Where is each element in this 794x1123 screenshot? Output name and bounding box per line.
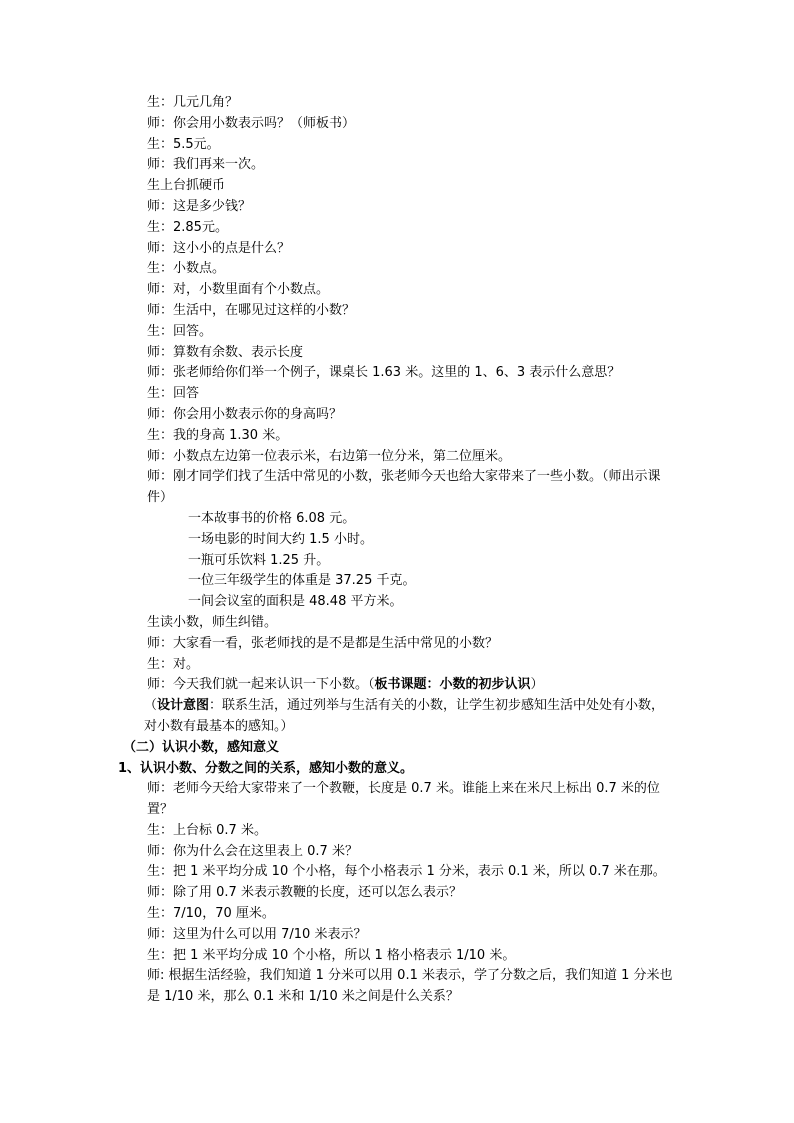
text-line: 师：大家看一看，张老师找的是不是都是生活中常见的小数？ bbox=[147, 635, 499, 651]
text-line: 生：小数点。 bbox=[147, 261, 226, 277]
text-line: 生读小数，师生纠错。 bbox=[147, 614, 278, 630]
text-line: 师：张老师给你们举一个例子，课桌长 1.63 米。这里的 1、6、3 表示什么意思？ bbox=[147, 365, 621, 381]
text-paragraph: 师：老师今天给大家带来了一个教鞭，长度是 0.7 米。谁能上来在米尺上标出 0.7 米的位置？ bbox=[147, 781, 660, 818]
example-line: 一位三年级学生的体重是 37.25 千克。 bbox=[188, 573, 416, 589]
text-span: ） bbox=[530, 677, 544, 693]
text-paragraph: 师: 根据生活经验，我们知道 1 分米可以用 0.1 米表示，学了分数之后，我们知道 1 分米也是 1/10 米，那么 0.1 米和 1/10 米之间是什么关系？ bbox=[147, 968, 673, 1005]
text-line: 师：这小小的点是什么？ bbox=[147, 240, 291, 256]
text-line: 生：对。 bbox=[147, 656, 200, 672]
text-line: 生：7/10，70 厘米。 bbox=[147, 906, 275, 922]
text-line: 师：生活中，在哪见过这样的小数？ bbox=[147, 302, 356, 318]
text-line: 生：几元几角？ bbox=[147, 95, 239, 110]
text-line: 生：把 1 米平均分成 10 个小格，每个小格表示 1 分米，表示 0.1 米，所以 0.7 米在那。 bbox=[147, 864, 666, 880]
document-body bbox=[118, 93, 687, 1008]
text-line: 师：小数点左边第一位表示米，右边第一位分米，第二位厘米。 bbox=[147, 448, 512, 464]
text-line: 师：我们再来一次。 bbox=[147, 157, 265, 173]
text-line: 师：算数有余数、表示长度 bbox=[147, 344, 304, 360]
text-line: 生：上台标 0.7 米。 bbox=[147, 822, 267, 838]
text-line: 师：你会用小数表示吗？（师板书） bbox=[147, 115, 356, 131]
text-span: （ bbox=[144, 698, 158, 714]
text-line-with-bold bbox=[147, 675, 687, 696]
text-line: 生上台抓硬币 bbox=[147, 178, 226, 194]
example-line: 一间会议室的面积是 48.48 平方米。 bbox=[188, 594, 403, 610]
text-line: 生：回答 bbox=[147, 386, 200, 402]
text-line: 生：回答。 bbox=[147, 323, 213, 339]
text-line: 生：我的身高 1.30 米。 bbox=[147, 427, 289, 443]
example-line: 一瓶可乐饮料 1.25 升。 bbox=[188, 552, 330, 568]
section-heading: （二）认识小数，感知意义 bbox=[123, 739, 280, 755]
subsection-heading: 1、认识小数、分数之间的关系，感知小数的意义。 bbox=[118, 760, 414, 776]
text-line: 生：2.85元。 bbox=[147, 219, 228, 235]
text-line: 师：这里为什么可以用 7/10 米表示？ bbox=[147, 926, 367, 942]
text-line: 师：你为什么会在这里表上 0.7 米？ bbox=[147, 843, 358, 859]
example-line: 一本故事书的价格 6.08 元。 bbox=[188, 510, 356, 526]
text-line: 生：5.5元。 bbox=[147, 136, 220, 152]
design-intent-paragraph bbox=[144, 696, 674, 738]
text-span: 师：今天我们就一起来认识一下小数。（ bbox=[147, 677, 375, 693]
bold-span: 板书课题：小数的初步认识 bbox=[374, 677, 531, 693]
text-line: 师：你会用小数表示你的身高吗？ bbox=[147, 406, 343, 422]
example-line: 一场电影的时间大约 1.5 小时。 bbox=[188, 531, 373, 547]
text-line: 生：把 1 米平均分成 10 个小格，所以 1 格小格表示 1/10 米。 bbox=[147, 947, 516, 963]
bold-span: 设计意图 bbox=[157, 698, 210, 714]
text-paragraph: 师：刚才同学们找了生活中常见的小数，张老师今天也给大家带来了一些小数。（师出示课件） bbox=[147, 469, 661, 506]
text-line: 师：除了用 0.7 米表示教鞭的长度，还可以怎么表示？ bbox=[147, 885, 462, 901]
text-span: ：联系生活，通过列举与生活有关的小数，让学生初步感知生活中处处有小数，对小数有最基本的感知。） bbox=[144, 698, 665, 734]
text-line: 师：对，小数里面有个小数点。 bbox=[147, 282, 330, 298]
text-line: 师：这是多少钱？ bbox=[147, 198, 252, 214]
